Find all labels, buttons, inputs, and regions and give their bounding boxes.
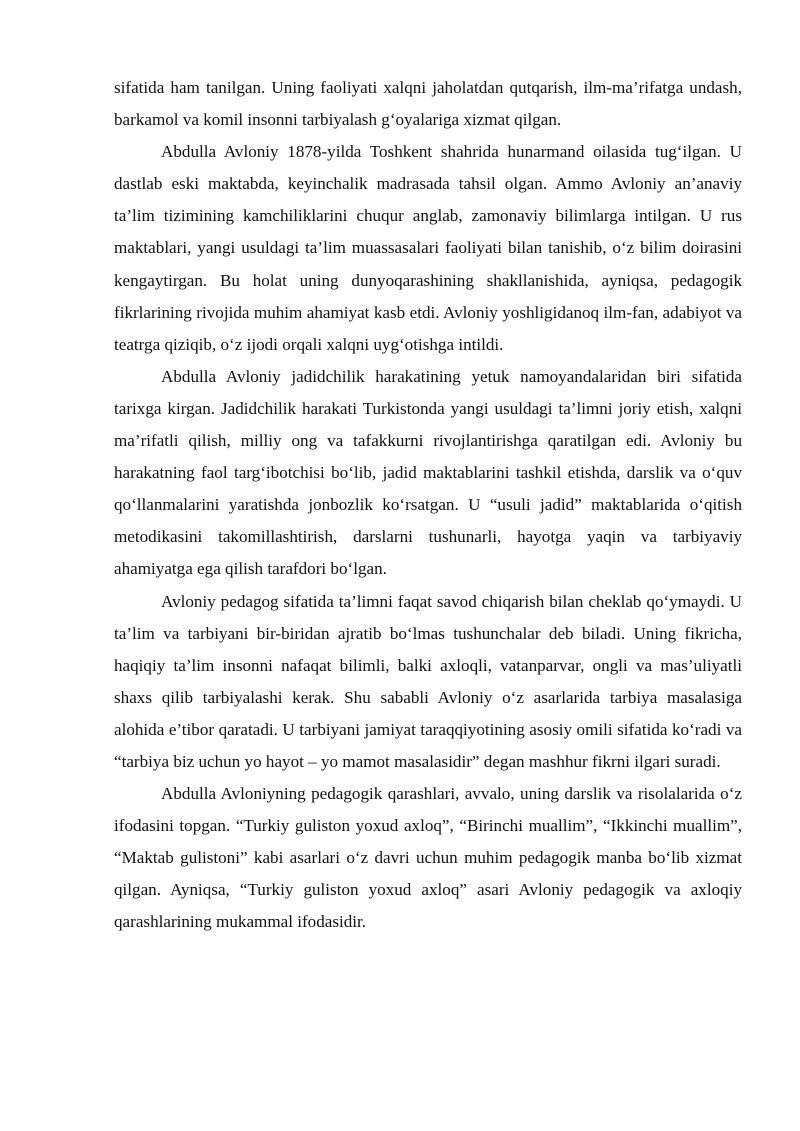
paragraph-3: Abdulla Avloniy jadidchilik harakatining yetuk namoyandalaridan biri sifatida tarixga kirgan. Jadidchilik harakati Turkistonda yangi usuldagi ta’limni joriy etish, xalqni ma’rifatli qilish, milliy ong va tafakkurni rivojlantirishga qaratilgan edi. Avloniy bu harakatning faol targ‘ibotchisi bo‘lib, jadid maktablarini tashkil etishda, darslik va o‘quv qo‘llanmalarini yaratishda jonbozlik ko‘rsatgan. U “usuli jadid” maktablarida o‘qitish metodikasini takomillashtirish, darslarni tushunarli, hayotga yaqin va tarbiyaviy ahamiyatga ega qilish tarafdori bo‘lgan. xyxy=(114,366,742,579)
paragraph-2: Abdulla Avloniy 1878-yilda Toshkent shahrida hunarmand oilasida tug‘ilgan. U dastlab eski maktabda, keyinchalik madrasada tahsil olgan. Ammo Avloniy an’anaviy ta’lim tizimining kamchiliklarini chuqur anglab, zamonaviy bilimlarga intilgan. U rus maktablari, yangi usuldagi ta’lim muassasalari faoliyati bilan tanishib, o‘z bilim doirasini kengaytirgan. Bu holat uning dunyoqarashining shakllanishida, ayniqsa, pedagogik fikrlarining rivojida muhim ahamiyat kasb etdi. Avloniy yoshligidanoq ilm-fan, adabiyot va teatrga qiziqib, o‘z ijodi orqali xalqni uyg‘otishga intildi. xyxy=(114,142,742,354)
document-page xyxy=(114,72,742,939)
paragraph-5: Abdulla Avloniyning pedagogik qarashlari, avvalo, uning darslik va risolalarida o‘z ifodasini topgan. “Turkiy guliston yoxud axloq”, “Birinchi muallim”, “Ikkinchi muallim”, “Maktab gulistoni” kabi asarlari o‘z davri uchun muhim pedagogik manba bo‘lib xizmat qilgan. Ayniqsa, “Turkiy guliston yoxud axloq” asari Avloniy pedagogik va axloqiy qarashlarining mukammal ifodasidir. xyxy=(114,784,742,932)
paragraph-1: sifatida ham tanilgan. Uning faoliyati xalqni jaholatdan qutqarish, ilm-ma’rifatga undash, barkamol va komil insonni tarbiyalash g‘oyalariga xizmat qilgan. xyxy=(114,78,742,130)
paragraph-4: Avloniy pedagog sifatida ta’limni faqat savod chiqarish bilan cheklab qo‘ymaydi. U ta’lim va tarbiyani bir-biridan ajratib bo‘lmas tushunchalar deb biladi. Uning fikricha, haqiqiy ta’lim insonni nafaqat bilimli, balki axloqli, vatanparvar, ongli va mas’uliyatli shaxs qilib tarbiyalashi kerak. Shu sababli Avloniy o‘z asarlarida tarbiya masalasiga alohida e’tibor qaratadi. U tarbiyani jamiyat taraqqiyotining asosiy omili sifatida ko‘radi va “tarbiya biz uchun yo hayot – yo mamot masalasidir” degan mashhur fikrni ilgari suradi. xyxy=(114,591,742,771)
